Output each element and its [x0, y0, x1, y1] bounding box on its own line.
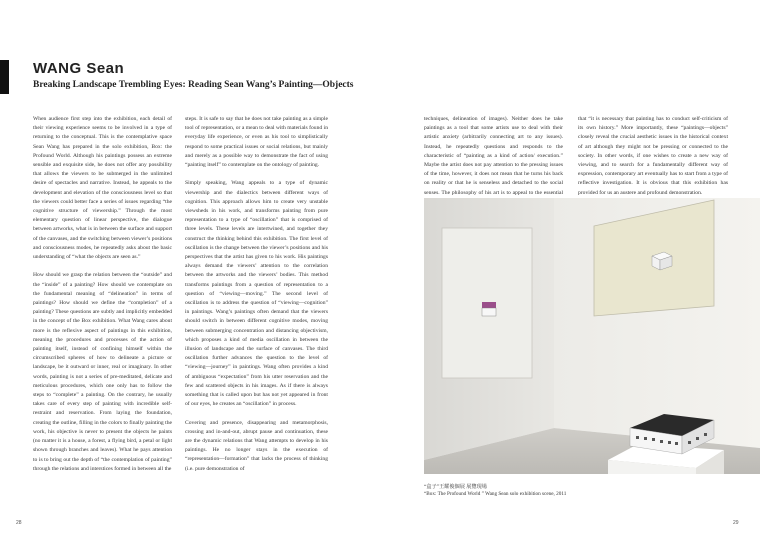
author-name: WANG Sean [33, 60, 125, 77]
page-number-right: 29 [733, 520, 739, 526]
paragraph: Covering and presence, disappearing and metamorphosis, crossing and in-and-out, abrupt pause and continuation, these are the dynamic relations that Wang attempts to develop in his paintings. He no longer stays in the execution of “representation—formation” that lacks the process of thinking (i.e. pure demonstration of [185, 419, 328, 472]
paragraph: How should we grasp the relation between the “outside” and the “inside” of a painting? How should we contemplate on the fundamental meaning of “delineation” in terms of paintings? How should we define the “completion” of a painting? These questions are subtly and implicitly embedded in the concept of the Box exhibition. What Wang cares about more is the reflexive aspect of paintings in this exhibition, meaning the procedures and processes of the action of painting itself, instead of confining himself within the circumscribed spheres of how to delineate a picture or landscape, be it outward or inner, real or imaginary. In other words, painting is not a series of pre-meditated, delicate and meticulous procedures, which one only has to follow the steps to “complete” a painting. On the contrary, he usually takes care of every step of painting with incredible self-restraint and reservation. From laying the foundation, creating the outline, filling in the colors to finally painting the work, his objective is never to present the objects he paints (no matter it is a house, a forest, a flying bird, a petal or light shown through branches and leaves). What he pays attention to is to bring out the depth of “the contemplation of painting” through the relations and interstices formed in between all the [33, 272, 172, 472]
text-column-2 [185, 115, 328, 474]
paragraph: Simply speaking, Wang appeals to a type of dynamic viewership and the dialectics between different ways of cognition. This approach allows him to create very unstable viewsheds in his work, and transforms painting from pure representation to a type of “oscillation” that is comprised of three levels. These levels are intertwined, and together they construct the thinking behind this exhibition. The first level of oscillation is the change between the viewer’s positions and his perspectives that the artist has given to his work. His paintings always demand the viewers’ attention to the correlation between the artworks and the viewers’ bodies. This method transforms paintings from a question of representation to a question of “viewing—moving.” The second level of oscillation is to address the question of “viewing—cognition” in paintings. Wang’s paintings often demand that the viewers should switch in between different cognitive modes, moving between submerging concentration and distancing objectivism, which proposes a kind of media oscillation in between the illusion of landscape and the surface of canvases. The third oscillation further advances the question to the level of “viewing—journey” in paintings. Wang often provides a kind of ambiguous “expectation” from his utter reservation and the few and scattered objects in his images. As if there is always something that is called upon but has not yet appeared in front of our eyes, he creates an “oscillation” in process. [185, 180, 328, 408]
exhibition-photo [424, 198, 760, 474]
paragraph: steps. It is safe to say that he does not take painting as a simple tool of representation, or a mean to deal with materials found in everyday life experience, or even as his tool to simplistically respond to some practical issues or social relations, but mainly and merely as a possible way to demonstrate the fact of using “painting itself” to contemplate on the ontology of painting. [185, 116, 328, 169]
caption-english: “Box: The Profound World ” Wang Sean solo exhibition scene, 2011 [424, 491, 567, 497]
text-column-4 [578, 115, 728, 198]
page-number-left: 28 [16, 520, 22, 526]
caption-chinese: “盒子”王耀俊個展 展覽現場 [424, 484, 487, 490]
section-tab-marker [0, 60, 9, 94]
text-column-1 [33, 115, 172, 474]
article-subtitle: Breaking Landscape Trembling Eyes: Reading Sean Wang’s Painting—Objects [33, 80, 354, 90]
paragraph: techniques, delineation of images). Neither does he take paintings as a tool that some artists use to deal with their artistic anxiety (arbitrarily connecting art to any issues). Instead, he repeatedly questions and responds to the characteristic of “painting as a kind of action/ execution.” Maybe the artist does not pay attention to the pressing issues of the time, however, it does not mean that he turns his back on reality or that he is senseless and detached to the social senses. The philosophy of his art is to appeal to the essential [424, 116, 563, 196]
paragraph: that “it is necessary that painting has to conduct self-criticism of its own history.” More importantly, these “paintings—objects” closely reveal the crucial aesthetic issues in the historical context of art although they might not be pressing or connected to the society. In other words, if one wishes to create a new way of viewing, and to search for a fundamentally different way of expression, contemporary art eventually has to start from a type of reflective investigation. It is obvious that this exhibition has provided for us an austere and profound demonstration. [578, 116, 728, 196]
photo-caption [424, 484, 566, 498]
paragraph: When audience first step into the exhibition, each detail of their viewing experience seems to be involved in a type of returning to the conceptual. This is the contemplative space Sean Wang has prepared in the solo exhibition, Box: the Profound World. Although his paintings possess an extreme sensible and exquisite side, he does not offer any possibility that allows the viewers to be submerged in the unlimited desire of spectacles and narrative. Instead, he appeals to the development and elevation of the consciousness level so that the viewers could better face a series of issues regarding “the cognitive structure of viewership.” Through the most elementary question of linear perspective, the dialogue between artworks, what is in between the surface and support of the canvases, and the switching between viewer’s positions and consciousness modes, he repeatedly asks about the basic understanding of “what the objects are seen as.” [33, 116, 172, 261]
